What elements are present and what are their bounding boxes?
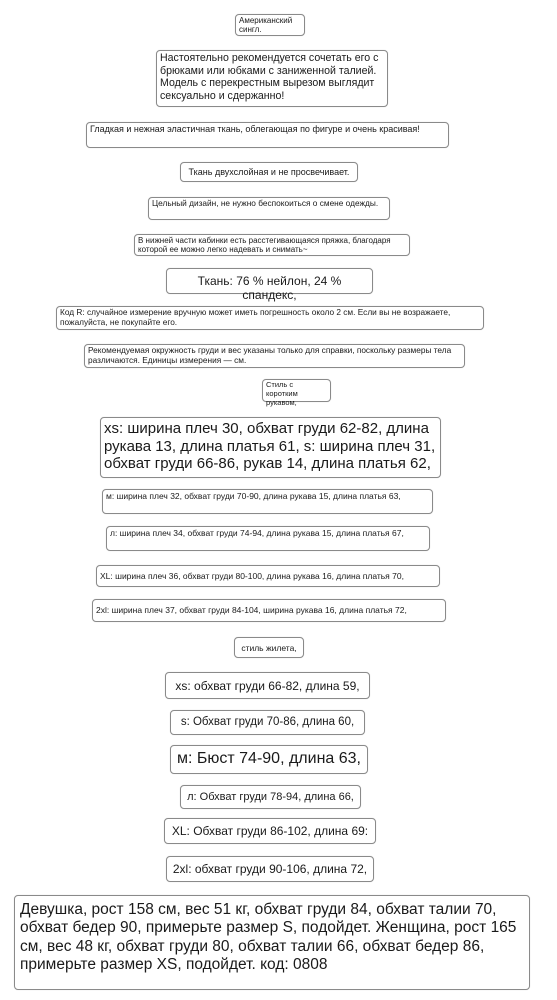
block-text: м: Бюст 74-90, длина 63, bbox=[176, 750, 361, 767]
block-fabric-composition bbox=[166, 268, 373, 303]
block-size-l bbox=[106, 526, 430, 551]
block-text: В нижней части кабинки есть расстегивающаяся пряжка, благодаря которой ее можно легко надевать и снимать~ bbox=[138, 236, 391, 255]
block-short-sleeve-style bbox=[262, 379, 331, 407]
block-text: s: Обхват груди 70-86, длина 60, bbox=[180, 716, 355, 728]
block-text: л: Обхват груди 78-94, длина 66, bbox=[187, 791, 354, 803]
block-vest-xs bbox=[165, 672, 370, 699]
block-measurement-error bbox=[56, 306, 484, 330]
block-vest-2xl bbox=[166, 856, 374, 882]
block-size-xs-s bbox=[100, 417, 441, 478]
block-text: Ткань: 76 % нейлон, 24 % спандекс, bbox=[197, 274, 342, 303]
block-one-piece-design bbox=[148, 197, 390, 220]
block-vest-s bbox=[170, 710, 365, 735]
block-text: Код R: случайное измерение вручную может иметь погрешность около 2 см. Если вы не возражаете, пожалуйста, не покупайте его. bbox=[60, 307, 451, 327]
block-text: xs: обхват груди 66-82, длина 59, bbox=[175, 679, 360, 693]
block-text: XL: ширина плеч 36, обхват груди 80-100, длина рукава 16, длина платья 70, bbox=[100, 571, 404, 581]
block-size-2xl bbox=[92, 599, 446, 622]
block-text: Цельный дизайн, не нужно беспокоиться о смене одежды. bbox=[152, 198, 379, 208]
block-american-single bbox=[235, 14, 305, 36]
block-text: Ткань двухслойная и не просвечивает. bbox=[188, 167, 350, 177]
block-model-fitting bbox=[14, 895, 530, 990]
block-styling-advice bbox=[156, 50, 388, 107]
block-vest-style bbox=[234, 637, 304, 658]
block-fabric-double-layer bbox=[180, 162, 358, 182]
block-size-xl bbox=[96, 565, 440, 587]
block-text: Рекомендуемая окружность груди и вес указаны только для справки, поскольку размеры тела различаются. Единицы измерения — см. bbox=[88, 345, 452, 365]
block-vest-l bbox=[180, 785, 361, 809]
block-text: м: ширина плеч 32, обхват груди 70-90, длина рукава 15, длина платья 63, bbox=[106, 491, 401, 501]
block-text: Американский сингл. bbox=[239, 16, 293, 35]
block-sizing-disclaimer bbox=[84, 344, 465, 368]
block-fabric-smooth bbox=[86, 122, 449, 148]
block-text: стиль жилета, bbox=[241, 643, 297, 653]
block-text: xs: ширина плеч 30, обхват груди 62-82, длина рукава 13, длина платья 61, s: ширина плеч 31, обхват груди 66-86, рукав 14, длина платья 62, bbox=[104, 420, 436, 473]
block-text: л: ширина плеч 34, обхват груди 74-94, длина рукава 15, длина платья 67, bbox=[110, 528, 404, 538]
block-text: XL: Обхват груди 86-102, длина 69: bbox=[171, 824, 369, 838]
block-buckle-info bbox=[134, 234, 410, 256]
block-text: Гладкая и нежная эластичная ткань, облегающая по фигуре и очень красивая! bbox=[90, 124, 420, 134]
block-vest-xl bbox=[164, 818, 376, 844]
block-text: 2xl: ширина плеч 37, обхват груди 84-104, ширина рукава 16, длина платья 72, bbox=[96, 605, 407, 615]
block-text: Девушка, рост 158 см, вес 51 кг, обхват груди 84, обхват талии 70, обхват бедер 90, примерьте размер S, подойдет. Женщина, рост 165 см, вес 48 кг, обхват груди 80, обхват талии 66, обхват бедер 86, примерьте размер XS, подойдет. код: 0808 bbox=[20, 901, 517, 973]
block-size-m bbox=[102, 489, 433, 514]
block-text: Настоятельно рекомендуется сочетать его с брюками или юбками с заниженной талией. Модель с перекрестным вырезом выглядит сексуально и сдержанно! bbox=[160, 52, 379, 102]
block-vest-m bbox=[170, 745, 368, 774]
block-text: Стиль с коротким рукавом, bbox=[266, 380, 298, 407]
block-text: 2xl: обхват груди 90-106, длина 72, bbox=[172, 862, 368, 876]
